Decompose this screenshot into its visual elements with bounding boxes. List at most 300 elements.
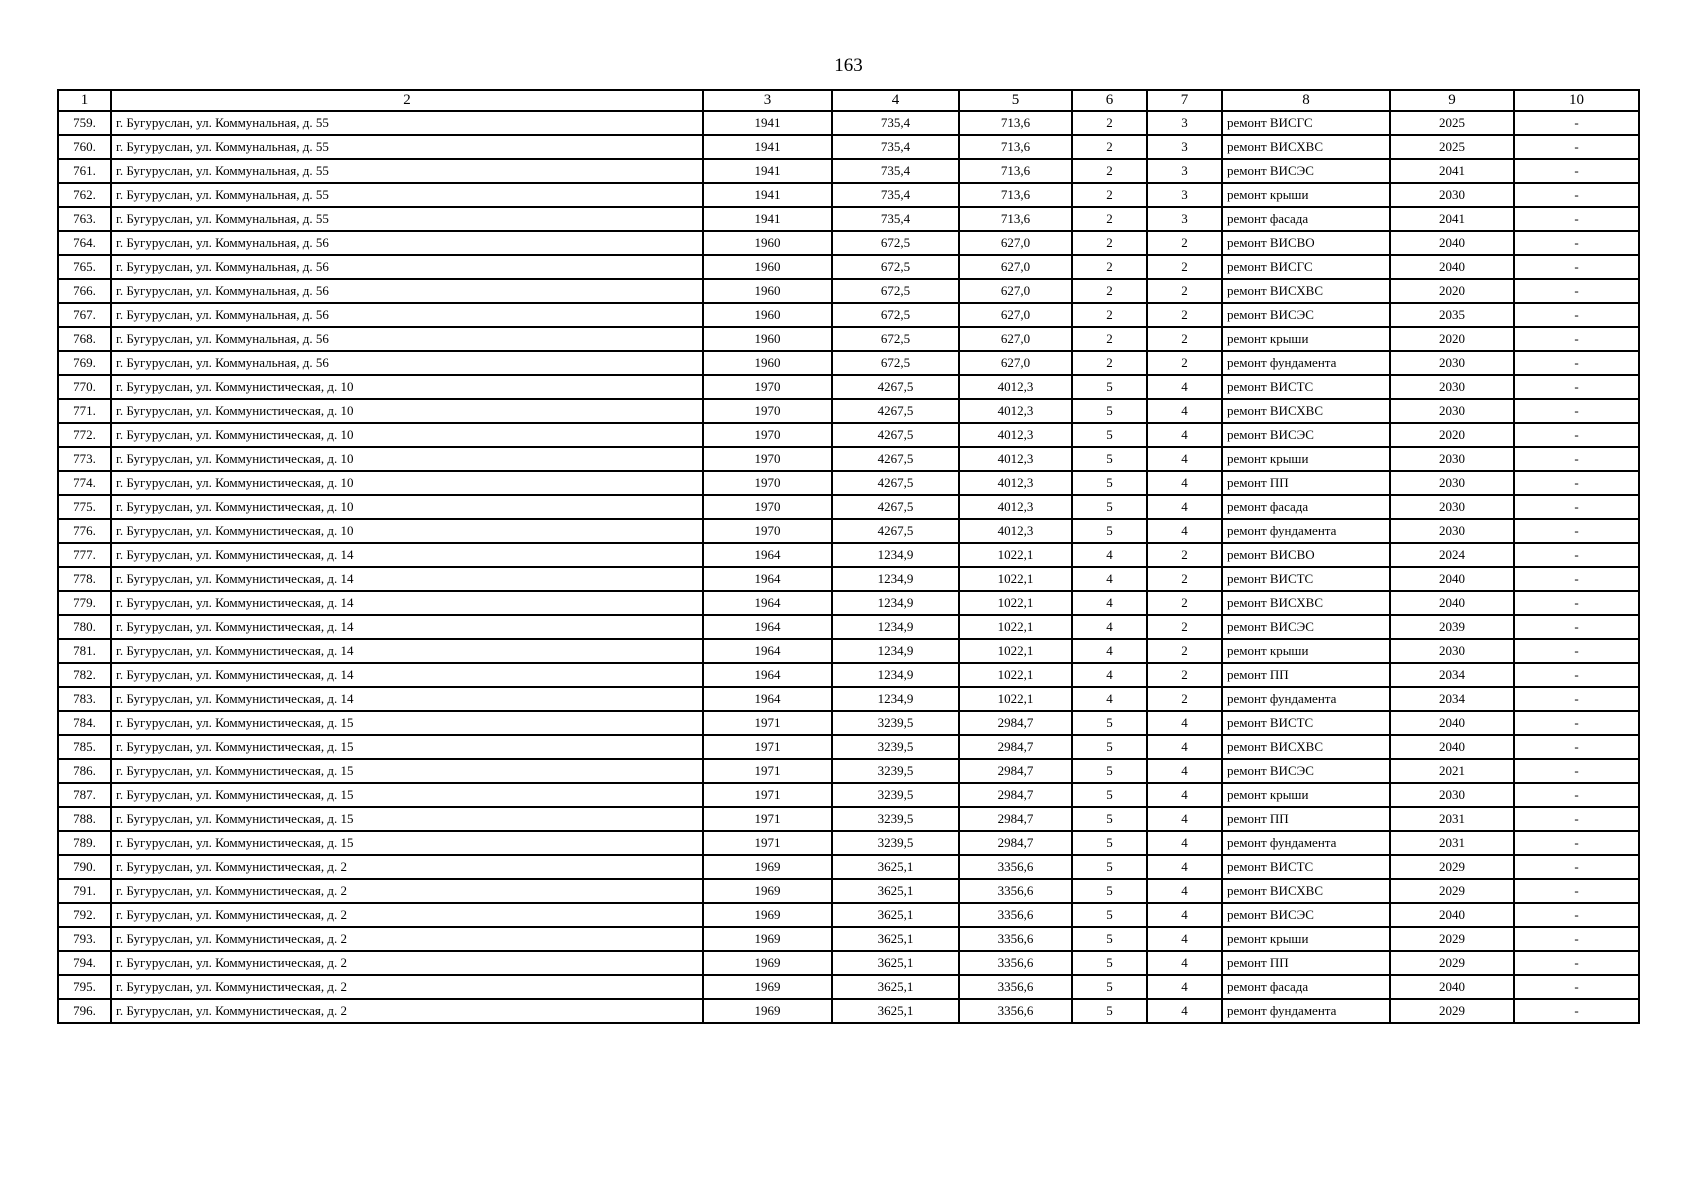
repair-type-cell: ремонт крыши: [1222, 783, 1390, 807]
row-number-cell: 765.: [58, 255, 111, 279]
entrances-cell: 4: [1147, 519, 1222, 543]
repair-type-cell: ремонт фундамента: [1222, 351, 1390, 375]
floors-cell: 5: [1072, 783, 1147, 807]
row-number-cell: 777.: [58, 543, 111, 567]
floors-cell: 2: [1072, 183, 1147, 207]
total-area-cell: 3239,5: [832, 759, 959, 783]
year-built-cell: 1970: [703, 423, 832, 447]
repair-year-cell: 2030: [1390, 495, 1514, 519]
repair-year-cell: 2025: [1390, 111, 1514, 135]
entrances-cell: 4: [1147, 399, 1222, 423]
table-row: [58, 567, 1639, 591]
year-built-cell: 1971: [703, 759, 832, 783]
repair-year-cell: 2030: [1390, 447, 1514, 471]
table-row: [58, 231, 1639, 255]
table-row: [58, 303, 1639, 327]
repair-type-cell: ремонт ВИСТС: [1222, 375, 1390, 399]
year-built-cell: 1970: [703, 375, 832, 399]
note-cell: -: [1514, 279, 1639, 303]
entrances-cell: 2: [1147, 543, 1222, 567]
repair-year-cell: 2029: [1390, 879, 1514, 903]
repair-year-cell: 2041: [1390, 207, 1514, 231]
floors-cell: 4: [1072, 567, 1147, 591]
repair-year-cell: 2029: [1390, 999, 1514, 1023]
table-body: [58, 111, 1639, 1023]
table-row: [58, 495, 1639, 519]
floors-cell: 5: [1072, 735, 1147, 759]
repair-year-cell: 2029: [1390, 927, 1514, 951]
note-cell: -: [1514, 951, 1639, 975]
year-built-cell: 1964: [703, 591, 832, 615]
repair-type-cell: ремонт ПП: [1222, 663, 1390, 687]
row-number-cell: 764.: [58, 231, 111, 255]
repair-year-cell: 2040: [1390, 255, 1514, 279]
table-row: [58, 783, 1639, 807]
note-cell: -: [1514, 135, 1639, 159]
entrances-cell: 4: [1147, 495, 1222, 519]
repair-year-cell: 2020: [1390, 327, 1514, 351]
address-cell: г. Бугуруслан, ул. Коммунистическая, д. 14: [111, 663, 703, 687]
repair-type-cell: ремонт ВИСХВС: [1222, 399, 1390, 423]
total-area-cell: 4267,5: [832, 399, 959, 423]
address-cell: г. Бугуруслан, ул. Коммунистическая, д. 14: [111, 687, 703, 711]
repair-type-cell: ремонт ПП: [1222, 471, 1390, 495]
living-area-cell: 4012,3: [959, 399, 1072, 423]
repair-type-cell: ремонт ВИСВО: [1222, 543, 1390, 567]
total-area-cell: 672,5: [832, 279, 959, 303]
note-cell: -: [1514, 927, 1639, 951]
floors-cell: 4: [1072, 615, 1147, 639]
note-cell: -: [1514, 807, 1639, 831]
total-area-cell: 4267,5: [832, 423, 959, 447]
table-row: [58, 327, 1639, 351]
note-cell: -: [1514, 783, 1639, 807]
table-row: [58, 543, 1639, 567]
entrances-cell: 4: [1147, 471, 1222, 495]
repair-type-cell: ремонт фундамента: [1222, 999, 1390, 1023]
entrances-cell: 4: [1147, 735, 1222, 759]
total-area-cell: 4267,5: [832, 495, 959, 519]
floors-cell: 2: [1072, 207, 1147, 231]
row-number-cell: 761.: [58, 159, 111, 183]
address-cell: г. Бугуруслан, ул. Коммунистическая, д. 15: [111, 783, 703, 807]
total-area-cell: 3625,1: [832, 951, 959, 975]
address-cell: г. Бугуруслан, ул. Коммунистическая, д. 10: [111, 423, 703, 447]
living-area-cell: 627,0: [959, 279, 1072, 303]
total-area-cell: 4267,5: [832, 471, 959, 495]
table-row: [58, 351, 1639, 375]
entrances-cell: 2: [1147, 615, 1222, 639]
year-built-cell: 1941: [703, 183, 832, 207]
entrances-cell: 2: [1147, 255, 1222, 279]
repair-type-cell: ремонт ВИСЭС: [1222, 903, 1390, 927]
year-built-cell: 1941: [703, 135, 832, 159]
total-area-cell: 3625,1: [832, 999, 959, 1023]
row-number-cell: 788.: [58, 807, 111, 831]
total-area-cell: 3239,5: [832, 783, 959, 807]
entrances-cell: 4: [1147, 927, 1222, 951]
table-row: [58, 255, 1639, 279]
repair-year-cell: 2030: [1390, 351, 1514, 375]
row-number-cell: 784.: [58, 711, 111, 735]
year-built-cell: 1969: [703, 975, 832, 999]
entrances-cell: 2: [1147, 231, 1222, 255]
repair-year-cell: 2029: [1390, 951, 1514, 975]
living-area-cell: 627,0: [959, 327, 1072, 351]
living-area-cell: 1022,1: [959, 591, 1072, 615]
repair-year-cell: 2040: [1390, 711, 1514, 735]
address-cell: г. Бугуруслан, ул. Коммунистическая, д. 2: [111, 879, 703, 903]
note-cell: -: [1514, 423, 1639, 447]
living-area-cell: 3356,6: [959, 975, 1072, 999]
repair-year-cell: 2041: [1390, 159, 1514, 183]
total-area-cell: 672,5: [832, 231, 959, 255]
total-area-cell: 3625,1: [832, 975, 959, 999]
living-area-cell: 627,0: [959, 255, 1072, 279]
living-area-cell: 1022,1: [959, 639, 1072, 663]
column-header: 6: [1072, 90, 1147, 111]
table-row: [58, 207, 1639, 231]
address-cell: г. Бугуруслан, ул. Коммунистическая, д. 10: [111, 471, 703, 495]
repair-year-cell: 2040: [1390, 903, 1514, 927]
table-row: [58, 855, 1639, 879]
entrances-cell: 2: [1147, 687, 1222, 711]
address-cell: г. Бугуруслан, ул. Коммунистическая, д. 2: [111, 903, 703, 927]
table-row: [58, 447, 1639, 471]
address-cell: г. Бугуруслан, ул. Коммунистическая, д. 15: [111, 807, 703, 831]
entrances-cell: 2: [1147, 663, 1222, 687]
floors-cell: 2: [1072, 279, 1147, 303]
floors-cell: 2: [1072, 159, 1147, 183]
table-row: [58, 759, 1639, 783]
address-cell: г. Бугуруслан, ул. Коммунальная, д. 55: [111, 135, 703, 159]
repair-year-cell: 2031: [1390, 831, 1514, 855]
floors-cell: 5: [1072, 903, 1147, 927]
row-number-cell: 759.: [58, 111, 111, 135]
row-number-cell: 778.: [58, 567, 111, 591]
living-area-cell: 627,0: [959, 231, 1072, 255]
row-number-cell: 768.: [58, 327, 111, 351]
table-row: [58, 519, 1639, 543]
table-row: [58, 111, 1639, 135]
entrances-cell: 2: [1147, 567, 1222, 591]
total-area-cell: 672,5: [832, 327, 959, 351]
floors-cell: 4: [1072, 543, 1147, 567]
row-number-cell: 794.: [58, 951, 111, 975]
year-built-cell: 1969: [703, 951, 832, 975]
repair-year-cell: 2039: [1390, 615, 1514, 639]
row-number-cell: 783.: [58, 687, 111, 711]
floors-cell: 5: [1072, 519, 1147, 543]
row-number-cell: 774.: [58, 471, 111, 495]
total-area-cell: 1234,9: [832, 639, 959, 663]
repair-type-cell: ремонт ВИСЭС: [1222, 303, 1390, 327]
address-cell: г. Бугуруслан, ул. Коммунистическая, д. 14: [111, 639, 703, 663]
living-area-cell: 2984,7: [959, 759, 1072, 783]
repair-year-cell: 2030: [1390, 519, 1514, 543]
table-row: [58, 879, 1639, 903]
total-area-cell: 3625,1: [832, 927, 959, 951]
address-cell: г. Бугуруслан, ул. Коммунистическая, д. 15: [111, 711, 703, 735]
note-cell: -: [1514, 519, 1639, 543]
address-cell: г. Бугуруслан, ул. Коммунистическая, д. 2: [111, 999, 703, 1023]
repair-year-cell: 2034: [1390, 663, 1514, 687]
note-cell: -: [1514, 375, 1639, 399]
row-number-cell: 760.: [58, 135, 111, 159]
column-header: 9: [1390, 90, 1514, 111]
entrances-cell: 4: [1147, 423, 1222, 447]
entrances-cell: 3: [1147, 183, 1222, 207]
living-area-cell: 2984,7: [959, 735, 1072, 759]
year-built-cell: 1971: [703, 711, 832, 735]
living-area-cell: 1022,1: [959, 687, 1072, 711]
floors-cell: 2: [1072, 111, 1147, 135]
living-area-cell: 1022,1: [959, 663, 1072, 687]
year-built-cell: 1960: [703, 255, 832, 279]
address-cell: г. Бугуруслан, ул. Коммунистическая, д. 10: [111, 447, 703, 471]
living-area-cell: 2984,7: [959, 711, 1072, 735]
row-number-cell: 767.: [58, 303, 111, 327]
note-cell: -: [1514, 903, 1639, 927]
table-row: [58, 591, 1639, 615]
repair-year-cell: 2030: [1390, 399, 1514, 423]
living-area-cell: 4012,3: [959, 423, 1072, 447]
table-row: [58, 903, 1639, 927]
total-area-cell: 3239,5: [832, 711, 959, 735]
year-built-cell: 1970: [703, 519, 832, 543]
total-area-cell: 1234,9: [832, 663, 959, 687]
floors-cell: 2: [1072, 135, 1147, 159]
row-number-cell: 790.: [58, 855, 111, 879]
row-number-cell: 792.: [58, 903, 111, 927]
entrances-cell: 4: [1147, 807, 1222, 831]
entrances-cell: 3: [1147, 135, 1222, 159]
year-built-cell: 1964: [703, 615, 832, 639]
note-cell: -: [1514, 183, 1639, 207]
entrances-cell: 4: [1147, 831, 1222, 855]
floors-cell: 5: [1072, 375, 1147, 399]
table-row: [58, 639, 1639, 663]
note-cell: -: [1514, 231, 1639, 255]
floors-cell: 5: [1072, 807, 1147, 831]
repair-year-cell: 2030: [1390, 183, 1514, 207]
row-number-cell: 763.: [58, 207, 111, 231]
living-area-cell: 627,0: [959, 351, 1072, 375]
year-built-cell: 1971: [703, 831, 832, 855]
row-number-cell: 773.: [58, 447, 111, 471]
floors-cell: 2: [1072, 327, 1147, 351]
floors-cell: 5: [1072, 495, 1147, 519]
year-built-cell: 1970: [703, 447, 832, 471]
note-cell: -: [1514, 399, 1639, 423]
living-area-cell: 4012,3: [959, 471, 1072, 495]
floors-cell: 5: [1072, 855, 1147, 879]
floors-cell: 5: [1072, 471, 1147, 495]
table-row: [58, 183, 1639, 207]
entrances-cell: 4: [1147, 711, 1222, 735]
repair-year-cell: 2030: [1390, 471, 1514, 495]
entrances-cell: 2: [1147, 327, 1222, 351]
total-area-cell: 1234,9: [832, 687, 959, 711]
entrances-cell: 2: [1147, 591, 1222, 615]
address-cell: г. Бугуруслан, ул. Коммунальная, д. 56: [111, 255, 703, 279]
living-area-cell: 3356,6: [959, 951, 1072, 975]
repair-type-cell: ремонт ВИСЭС: [1222, 423, 1390, 447]
year-built-cell: 1971: [703, 783, 832, 807]
note-cell: -: [1514, 855, 1639, 879]
year-built-cell: 1941: [703, 111, 832, 135]
address-cell: г. Бугуруслан, ул. Коммунистическая, д. 15: [111, 831, 703, 855]
table-row: [58, 159, 1639, 183]
year-built-cell: 1964: [703, 687, 832, 711]
address-cell: г. Бугуруслан, ул. Коммунальная, д. 56: [111, 279, 703, 303]
year-built-cell: 1970: [703, 495, 832, 519]
row-number-cell: 785.: [58, 735, 111, 759]
floors-cell: 4: [1072, 591, 1147, 615]
year-built-cell: 1964: [703, 663, 832, 687]
repair-type-cell: ремонт ВИСХВС: [1222, 879, 1390, 903]
table-row: [58, 951, 1639, 975]
repair-type-cell: ремонт ВИСТС: [1222, 711, 1390, 735]
repair-type-cell: ремонт ВИСХВС: [1222, 279, 1390, 303]
note-cell: -: [1514, 255, 1639, 279]
living-area-cell: 713,6: [959, 207, 1072, 231]
row-number-cell: 769.: [58, 351, 111, 375]
year-built-cell: 1960: [703, 279, 832, 303]
repair-type-cell: ремонт фасада: [1222, 975, 1390, 999]
repair-type-cell: ремонт ВИСВО: [1222, 231, 1390, 255]
repair-schedule-table: [57, 89, 1640, 1024]
repair-type-cell: ремонт ВИСГС: [1222, 255, 1390, 279]
table-row: [58, 471, 1639, 495]
repair-type-cell: ремонт ВИСХВС: [1222, 735, 1390, 759]
total-area-cell: 3239,5: [832, 807, 959, 831]
column-header: 3: [703, 90, 832, 111]
repair-type-cell: ремонт крыши: [1222, 183, 1390, 207]
address-cell: г. Бугуруслан, ул. Коммунистическая, д. 15: [111, 735, 703, 759]
repair-year-cell: 2040: [1390, 567, 1514, 591]
table-row: [58, 663, 1639, 687]
address-cell: г. Бугуруслан, ул. Коммунальная, д. 55: [111, 207, 703, 231]
row-number-cell: 779.: [58, 591, 111, 615]
total-area-cell: 735,4: [832, 207, 959, 231]
floors-cell: 5: [1072, 447, 1147, 471]
column-header: 1: [58, 90, 111, 111]
year-built-cell: 1941: [703, 207, 832, 231]
total-area-cell: 672,5: [832, 303, 959, 327]
total-area-cell: 3625,1: [832, 903, 959, 927]
total-area-cell: 4267,5: [832, 519, 959, 543]
floors-cell: 5: [1072, 423, 1147, 447]
total-area-cell: 735,4: [832, 183, 959, 207]
repair-type-cell: ремонт крыши: [1222, 327, 1390, 351]
address-cell: г. Бугуруслан, ул. Коммунальная, д. 56: [111, 351, 703, 375]
address-cell: г. Бугуруслан, ул. Коммунистическая, д. 14: [111, 615, 703, 639]
row-number-cell: 796.: [58, 999, 111, 1023]
entrances-cell: 4: [1147, 759, 1222, 783]
note-cell: -: [1514, 615, 1639, 639]
table-row: [58, 687, 1639, 711]
entrances-cell: 4: [1147, 999, 1222, 1023]
entrances-cell: 3: [1147, 111, 1222, 135]
repair-year-cell: 2031: [1390, 807, 1514, 831]
year-built-cell: 1970: [703, 471, 832, 495]
repair-year-cell: 2021: [1390, 759, 1514, 783]
note-cell: -: [1514, 879, 1639, 903]
total-area-cell: 4267,5: [832, 375, 959, 399]
column-header: 4: [832, 90, 959, 111]
row-number-cell: 770.: [58, 375, 111, 399]
repair-year-cell: 2030: [1390, 375, 1514, 399]
floors-cell: 4: [1072, 639, 1147, 663]
floors-cell: 5: [1072, 999, 1147, 1023]
floors-cell: 2: [1072, 255, 1147, 279]
repair-year-cell: 2020: [1390, 423, 1514, 447]
floors-cell: 4: [1072, 663, 1147, 687]
living-area-cell: 713,6: [959, 159, 1072, 183]
entrances-cell: 4: [1147, 375, 1222, 399]
repair-type-cell: ремонт ПП: [1222, 951, 1390, 975]
year-built-cell: 1969: [703, 879, 832, 903]
year-built-cell: 1960: [703, 303, 832, 327]
table-row: [58, 615, 1639, 639]
address-cell: г. Бугуруслан, ул. Коммунистическая, д. 2: [111, 855, 703, 879]
address-cell: г. Бугуруслан, ул. Коммунистическая, д. 2: [111, 927, 703, 951]
total-area-cell: 3625,1: [832, 879, 959, 903]
note-cell: -: [1514, 495, 1639, 519]
entrances-cell: 4: [1147, 951, 1222, 975]
living-area-cell: 713,6: [959, 135, 1072, 159]
entrances-cell: 2: [1147, 279, 1222, 303]
entrances-cell: 4: [1147, 783, 1222, 807]
floors-cell: 5: [1072, 711, 1147, 735]
address-cell: г. Бугуруслан, ул. Коммунальная, д. 56: [111, 303, 703, 327]
entrances-cell: 4: [1147, 855, 1222, 879]
address-cell: г. Бугуруслан, ул. Коммунистическая, д. 10: [111, 399, 703, 423]
repair-type-cell: ремонт фасада: [1222, 495, 1390, 519]
note-cell: -: [1514, 735, 1639, 759]
year-built-cell: 1964: [703, 567, 832, 591]
address-cell: г. Бугуруслан, ул. Коммунальная, д. 56: [111, 231, 703, 255]
note-cell: -: [1514, 471, 1639, 495]
living-area-cell: 1022,1: [959, 543, 1072, 567]
entrances-cell: 3: [1147, 207, 1222, 231]
year-built-cell: 1969: [703, 903, 832, 927]
total-area-cell: 1234,9: [832, 615, 959, 639]
floors-cell: 5: [1072, 399, 1147, 423]
living-area-cell: 1022,1: [959, 615, 1072, 639]
row-number-cell: 795.: [58, 975, 111, 999]
address-cell: г. Бугуруслан, ул. Коммунальная, д. 55: [111, 159, 703, 183]
living-area-cell: 2984,7: [959, 831, 1072, 855]
entrances-cell: 4: [1147, 903, 1222, 927]
living-area-cell: 4012,3: [959, 447, 1072, 471]
column-header: 10: [1514, 90, 1639, 111]
table-row: [58, 711, 1639, 735]
row-number-cell: 775.: [58, 495, 111, 519]
column-header: 5: [959, 90, 1072, 111]
year-built-cell: 1969: [703, 927, 832, 951]
repair-type-cell: ремонт ВИСЭС: [1222, 159, 1390, 183]
year-built-cell: 1960: [703, 327, 832, 351]
column-header: 7: [1147, 90, 1222, 111]
total-area-cell: 672,5: [832, 255, 959, 279]
repair-year-cell: 2040: [1390, 591, 1514, 615]
repair-year-cell: 2030: [1390, 639, 1514, 663]
table-row: [58, 735, 1639, 759]
total-area-cell: 735,4: [832, 159, 959, 183]
floors-cell: 5: [1072, 831, 1147, 855]
